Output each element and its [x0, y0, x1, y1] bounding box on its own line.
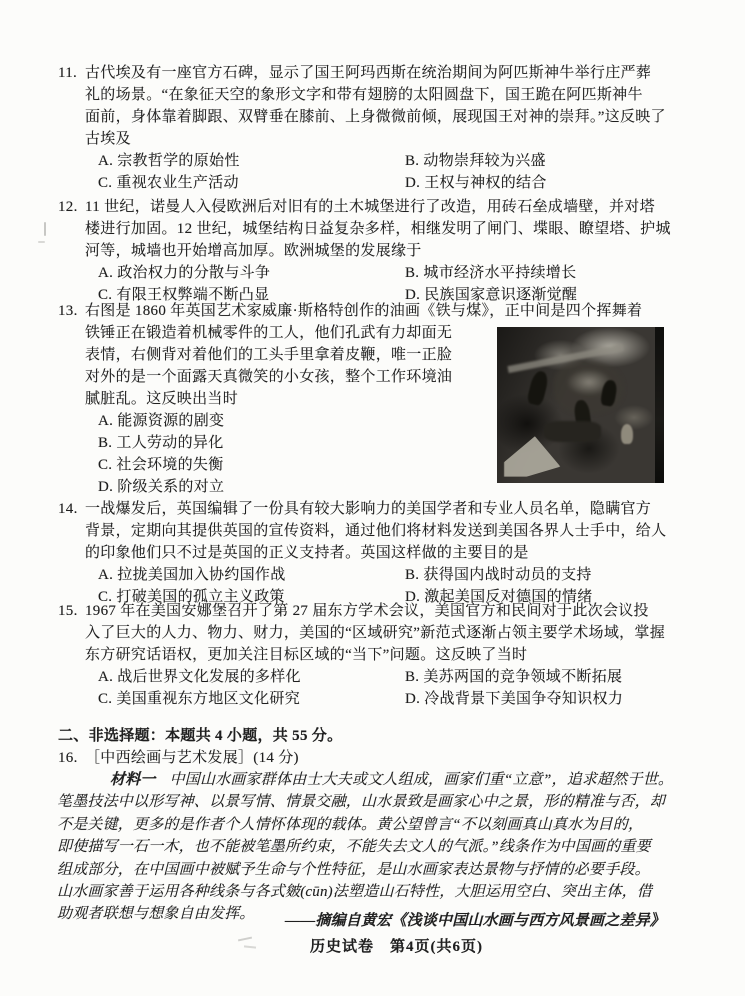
options-row [58, 262, 717, 284]
question-line: 表情，右侧背对着他们的工头手里拿着皮鞭，唯一正脸 [85, 347, 453, 363]
option-b: B. 美苏两国的竞争领域不断拓展 [405, 669, 623, 685]
question-line: 入了巨大的人力、物力、财力，美国的“区域研究”新范式逐渐占领主要学术场域，掌握 [85, 625, 666, 641]
material-line [57, 769, 717, 791]
question-text: 一战爆发后，英国编辑了一份具有较大影响力的美国学者和专业人员名单，隐瞒官方 [85, 501, 652, 517]
options-row [58, 172, 717, 194]
painting-girl-figure [621, 424, 633, 444]
question-12 [58, 196, 717, 306]
question-line [58, 600, 717, 622]
material-text: 中国山水画家群体由士大夫或文人组成，画家们重“立意”，追求超然于世。 [169, 772, 674, 788]
option-d: D. 民族国家意识逐渐觉醒 [405, 287, 578, 303]
option-b: B. 工人劳动的异化 [98, 435, 224, 451]
question-line: 腻脏乱。这反映出当时 [85, 391, 239, 407]
option-b: B. 城市经济水平持续增长 [405, 265, 577, 281]
question-text: 11 世纪，诺曼人入侵欧洲后对旧有的土木城堡进行了改造，用砖石垒成墙壁，并对塔 [85, 199, 655, 215]
material-attribution: ——摘编自黄宏《浅谈中国山水画与西方风景画之差异》 [285, 913, 666, 929]
question-16-topic: ［中西绘画与艺术发展］(14 分) [85, 750, 299, 766]
question-number: 13. [58, 303, 78, 319]
question-line: 面前，身体靠着脚跟、双臂垂在膝前、上身微微前倾，展现国王对神的崇拜。”这反映了 [85, 109, 666, 125]
material-line: 组成部分，在中国画中被赋予生命与个性特征，是山水画家表达景物与抒情的必要手段。 [57, 861, 650, 878]
question-number: 11. [58, 65, 78, 81]
question-line [58, 62, 717, 84]
question-text: 1967 年在美国安娜堡召开了第 27 届东方学术会议，美国官方和民间对于此次会议投 [85, 603, 649, 619]
option-d: D. 激起美国反对德国的情绪 [405, 589, 593, 605]
question-text: 右图是 1860 年英国艺术家威廉·斯格特创作的油画《铁与煤》，正中间是四个挥舞着 [85, 303, 643, 319]
option-d: D. 冷战背景下美国争夺知识权力 [405, 691, 624, 707]
question-line: 河等，城墙也开始增高加厚。欧洲城堡的发展缘于 [85, 243, 422, 259]
material-line: 山水画家善于运用各种线条与各式皴(cūn)法塑造山石特性，大胆运用空白、突出主体，借 [57, 883, 653, 900]
question-16-title [58, 747, 299, 769]
question-line [58, 196, 717, 218]
question-line: 楼进行加固。12 世纪，城堡结构日益复杂多样，相继发明了闸门、堞眼、瞭望塔、护城 [85, 221, 671, 237]
question-11 [58, 62, 717, 194]
painting-anvil-shape [544, 421, 601, 443]
question-line: 对外的是一个面露天真微笑的小女孩，整个工作环境油 [85, 369, 453, 385]
question-number: 12. [58, 199, 78, 215]
material-line: 笔墨技法中以形写神、以景写情、情景交融，山水景致是画家心中之景，形的精准与否，却 [57, 794, 666, 811]
question-text: 古代埃及有一座官方石碑，显示了国王阿玛西斯在统治期间为阿匹斯神牛举行庄严葬 [85, 65, 652, 81]
painting-worker-silhouette [527, 369, 551, 406]
oil-painting-iron-and-coal [497, 327, 664, 483]
options-row [58, 150, 717, 172]
question-line: 背景，定期向其提供英国的宣传资料，通过他们将材料发送到美国各界人士手中，给人 [85, 523, 667, 539]
material-label: 材料一 [110, 772, 156, 788]
question-line: 古埃及 [85, 131, 131, 147]
option-a: A. 宗教哲学的原始性 [98, 153, 240, 169]
option-a: A. 拉拢美国加入协约国作战 [98, 567, 286, 583]
question-line: 礼的场景。“在象征天空的象形文字和带有翅膀的太阳圆盘下，国王跪在阿匹斯神牛 [85, 87, 643, 103]
question-number: 16. [58, 750, 78, 766]
option-c: C. 社会环境的失衡 [98, 457, 224, 473]
question-line: 的印象他们只不过是英国的正义支持者。英国这样做的主要目的是 [85, 545, 529, 561]
material-line: 不是关键，更多的是作者个人情怀体现的载体。黄公望曾言“不以刻画真山真水为目的， [57, 816, 644, 833]
option-b: B. 动物崇拜较为兴盛 [405, 153, 546, 169]
option-a: A. 能源资源的剧变 [98, 413, 225, 429]
question-line: 铁锤正在锻造着机械零件的工人，他们孔武有力却面无 [85, 325, 453, 341]
scan-smudge [44, 222, 46, 236]
option-a: A. 政治权力的分散与斗争 [98, 265, 271, 281]
question-line [58, 300, 717, 322]
option-b: B. 获得国内战时动员的支持 [405, 567, 592, 583]
option-c: C. 美国重视东方地区文化研究 [98, 691, 301, 707]
options-row [58, 564, 717, 586]
option-d: D. 王权与神权的结合 [405, 175, 547, 191]
material-line: 助观者联想与想象自由发挥。 [57, 906, 255, 923]
scan-smudge [38, 241, 45, 243]
option-d: D. 阶级关系的对立 [98, 479, 225, 495]
options-row [58, 666, 717, 688]
option-c: C. 打破美国的孤立主义政策 [98, 589, 285, 605]
page-footer: 历史试卷 第4页(共6页) [310, 939, 483, 955]
question-line: 东方研究话语权，更加关注目标区域的“当下”问题。这反映了当时 [85, 647, 528, 663]
options-row [58, 688, 717, 710]
option-c: C. 有限王权弊端不断凸显 [98, 287, 270, 303]
section-two-header: 二、非选择题：本题共 4 小题，共 55 分。 [58, 728, 343, 744]
material-one-paragraph [57, 769, 717, 926]
question-15 [58, 600, 717, 710]
question-number: 15. [58, 603, 78, 619]
material-line: 即使描写一石一木，也不能被笔墨所约束，不能失去文人的气派。”线条作为中国画的重要 [57, 839, 651, 856]
painting-light-paper-shape [504, 436, 561, 477]
option-c: C. 重视农业生产活动 [98, 175, 239, 191]
question-number: 14. [58, 501, 78, 517]
question-14 [58, 498, 717, 608]
painting-dark-edge [655, 327, 664, 483]
option-a: A. 战后世界文化发展的多样化 [98, 669, 301, 685]
question-line [58, 498, 717, 520]
